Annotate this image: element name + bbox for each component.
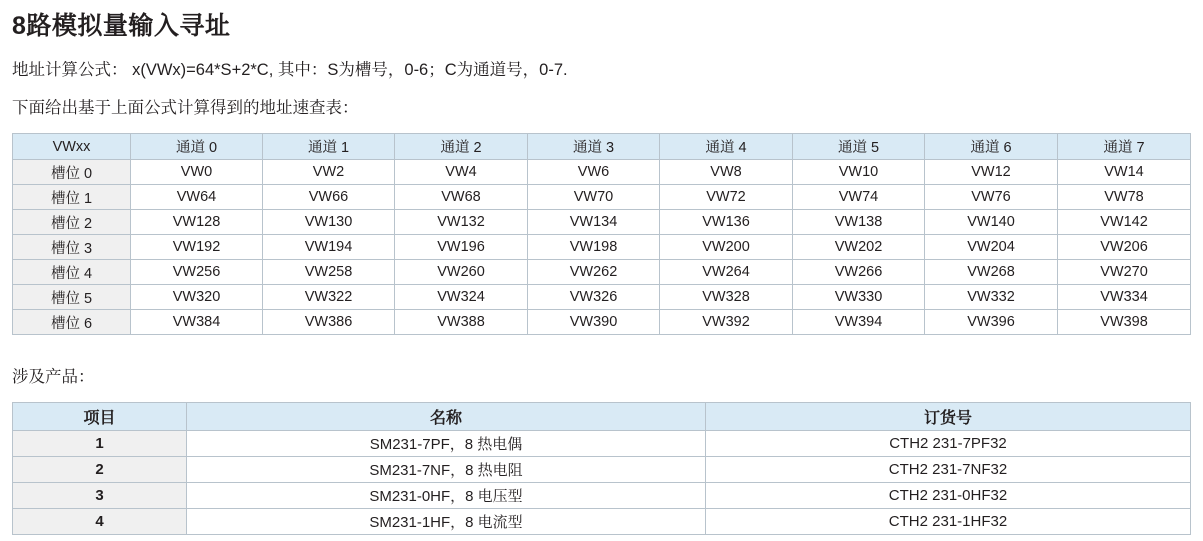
address-cell: VW200 (660, 235, 793, 260)
address-cell: VW258 (263, 260, 395, 285)
column-header-channel-6: 通道 6 (925, 134, 1058, 160)
products-label: 涉及产品： (12, 368, 95, 386)
table-row (13, 210, 1191, 235)
address-cell: VW78 (1058, 185, 1191, 210)
address-cell: VW384 (131, 310, 263, 335)
address-cell: VW128 (131, 210, 263, 235)
address-cell: VW328 (660, 285, 793, 310)
address-cell: VW136 (660, 210, 793, 235)
slot-label: 槽位 0 (13, 160, 131, 185)
address-cell: VW202 (793, 235, 925, 260)
formula-text: 地址计算公式： x(VWx)=64*S+2*C, 其中：S为槽号，0-6；C为通道号，0-7. (12, 61, 568, 79)
address-cell: VW326 (528, 285, 660, 310)
address-cell: VW320 (131, 285, 263, 310)
address-cell: VW262 (528, 260, 660, 285)
slot-label: 槽位 3 (13, 235, 131, 260)
address-cell: VW192 (131, 235, 263, 260)
product-header-row (13, 403, 1191, 431)
column-header-order-number: 订货号 (706, 403, 1191, 431)
address-cell: VW14 (1058, 160, 1191, 185)
address-cell: VW6 (528, 160, 660, 185)
address-cell: VW204 (925, 235, 1058, 260)
table-row (13, 457, 1191, 483)
address-cell: VW142 (1058, 210, 1191, 235)
product-order-number: CTH2 231-0HF32 (706, 483, 1191, 509)
address-cell: VW132 (395, 210, 528, 235)
address-cell: VW206 (1058, 235, 1191, 260)
address-cell: VW264 (660, 260, 793, 285)
product-index: 3 (13, 483, 187, 509)
product-index: 4 (13, 509, 187, 535)
address-cell: VW4 (395, 160, 528, 185)
address-cell: VW198 (528, 235, 660, 260)
address-cell: VW72 (660, 185, 793, 210)
slot-label: 槽位 4 (13, 260, 131, 285)
address-lookup-table (12, 133, 1191, 335)
address-cell: VW8 (660, 160, 793, 185)
address-cell: VW322 (263, 285, 395, 310)
address-cell: VW194 (263, 235, 395, 260)
intro-text: 下面给出基于上面公式计算得到的地址速查表： (12, 99, 359, 117)
table-row (13, 285, 1191, 310)
column-header-name: 名称 (187, 403, 706, 431)
page-title: 8路模拟量输入寻址 (12, 12, 231, 40)
slot-label: 槽位 6 (13, 310, 131, 335)
address-cell: VW386 (263, 310, 395, 335)
column-header-channel-2: 通道 2 (395, 134, 528, 160)
address-cell: VW140 (925, 210, 1058, 235)
address-cell: VW266 (793, 260, 925, 285)
address-cell: VW388 (395, 310, 528, 335)
address-cell: VW134 (528, 210, 660, 235)
product-name: SM231-7PF，8 热电偶 (187, 431, 706, 457)
product-index: 2 (13, 457, 187, 483)
column-header-channel-7: 通道 7 (1058, 134, 1191, 160)
table-row (13, 235, 1191, 260)
address-cell: VW270 (1058, 260, 1191, 285)
address-cell: VW12 (925, 160, 1058, 185)
address-cell: VW330 (793, 285, 925, 310)
address-cell: VW68 (395, 185, 528, 210)
product-order-number: CTH2 231-1HF32 (706, 509, 1191, 535)
address-cell: VW74 (793, 185, 925, 210)
product-name: SM231-7NF，8 热电阻 (187, 457, 706, 483)
product-order-number: CTH2 231-7PF32 (706, 431, 1191, 457)
slot-label: 槽位 1 (13, 185, 131, 210)
address-cell: VW76 (925, 185, 1058, 210)
table-row (13, 310, 1191, 335)
column-header-channel-5: 通道 5 (793, 134, 925, 160)
address-cell: VW10 (793, 160, 925, 185)
column-header-item: 项目 (13, 403, 187, 431)
address-cell: VW390 (528, 310, 660, 335)
column-header-channel-4: 通道 4 (660, 134, 793, 160)
address-cell: VW392 (660, 310, 793, 335)
product-index: 1 (13, 431, 187, 457)
address-cell: VW268 (925, 260, 1058, 285)
table-row (13, 483, 1191, 509)
product-name: SM231-1HF，8 电流型 (187, 509, 706, 535)
address-cell: VW66 (263, 185, 395, 210)
address-cell: VW70 (528, 185, 660, 210)
column-header-vwxx: VWxx (13, 134, 131, 160)
address-cell: VW0 (131, 160, 263, 185)
table-row (13, 431, 1191, 457)
address-cell: VW398 (1058, 310, 1191, 335)
column-header-channel-3: 通道 3 (528, 134, 660, 160)
product-name: SM231-0HF，8 电压型 (187, 483, 706, 509)
slot-label: 槽位 2 (13, 210, 131, 235)
address-cell: VW130 (263, 210, 395, 235)
address-cell: VW256 (131, 260, 263, 285)
column-header-channel-0: 通道 0 (131, 134, 263, 160)
address-cell: VW260 (395, 260, 528, 285)
slot-label: 槽位 5 (13, 285, 131, 310)
table-header-row (13, 134, 1191, 160)
table-row (13, 260, 1191, 285)
table-row (13, 160, 1191, 185)
address-cell: VW196 (395, 235, 528, 260)
address-cell: VW324 (395, 285, 528, 310)
address-cell: VW334 (1058, 285, 1191, 310)
address-cell: VW2 (263, 160, 395, 185)
address-cell: VW138 (793, 210, 925, 235)
table-row (13, 185, 1191, 210)
address-cell: VW394 (793, 310, 925, 335)
table-row (13, 509, 1191, 535)
product-order-number: CTH2 231-7NF32 (706, 457, 1191, 483)
product-table (12, 402, 1191, 535)
address-cell: VW64 (131, 185, 263, 210)
address-cell: VW332 (925, 285, 1058, 310)
column-header-channel-1: 通道 1 (263, 134, 395, 160)
address-cell: VW396 (925, 310, 1058, 335)
